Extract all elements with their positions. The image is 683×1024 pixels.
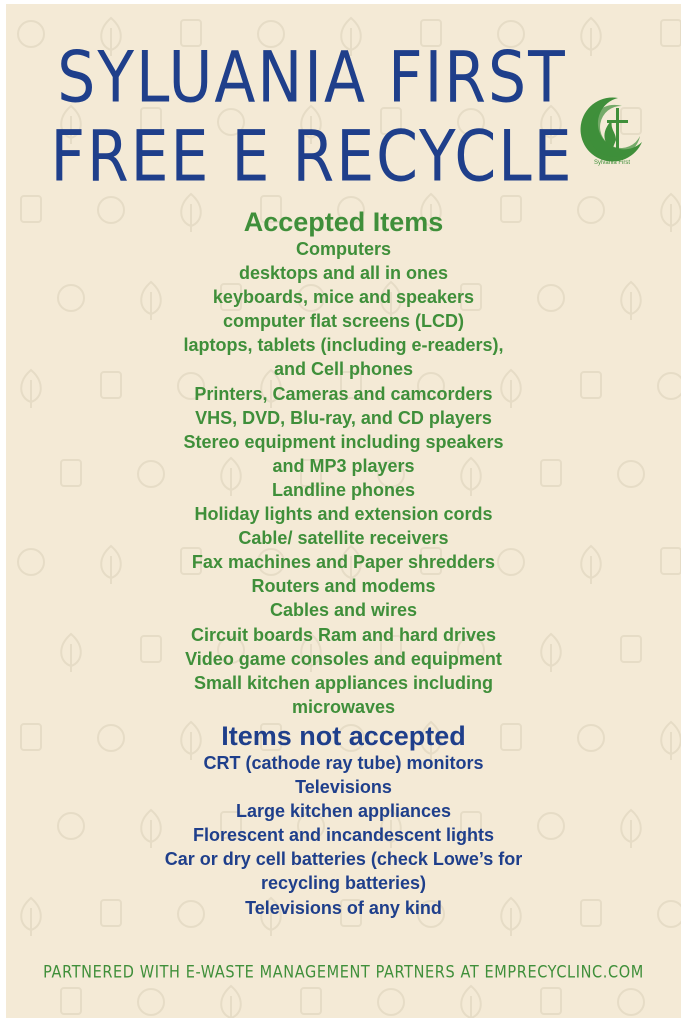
list-item: Video game consoles and equipment [185,648,502,669]
list-item: Cable/ satellite receivers [238,528,449,549]
pattern-icon [461,986,481,1018]
accepted-section [6,207,681,719]
logo-caption: Sylvania First [593,160,630,166]
title-line-2: FREE E RECYCLE [50,115,574,199]
list-item: Large kitchen appliances [235,801,452,822]
pattern-icon [138,989,164,1015]
list-item: Cables and wires [269,600,418,621]
accepted-heading: Accepted Items [243,207,444,237]
pattern-icon [61,988,81,1014]
list-item: desktops and all in ones [238,263,449,284]
list-item: and MP3 players [272,455,415,476]
pattern-icon [618,989,644,1015]
list-item: Routers and modems [251,576,436,597]
not-accepted-heading: Items not accepted [221,721,466,751]
pattern-icon [301,988,321,1014]
list-item: Florescent and incandescent lights [192,825,495,846]
footer-partner-text: PARTNERED WITH E-WASTE MANAGEMENT PARTNERS AT EMPRECYCLINC.COM [43,963,644,983]
list-item: Holiday lights and extension cords [194,504,493,525]
list-item: Televisions of any kind [245,897,442,918]
list-item: Landline phones [271,479,415,500]
title-line-1: SYLUANIA FIRST [57,36,567,120]
not-accepted-list [6,751,681,920]
list-item: laptops, tablets (including e-readers), [183,335,504,356]
pattern-icon [541,988,561,1014]
list-item: Car or dry cell batteries (check Lowe’s for [164,849,523,870]
pattern-icon [378,989,404,1015]
list-item: Televisions [295,777,392,798]
accepted-list [6,237,681,719]
list-item: Printers, Cameras and camcorders [194,383,493,404]
pattern-icon [661,20,681,46]
list-item: and Cell phones [273,359,414,380]
list-item: Fax machines and Paper shredders [191,552,496,573]
list-item: Stereo equipment including speakers [183,431,504,452]
list-item: computer flat screens (LCD) [222,311,465,332]
list-item: CRT (cathode ray tube) monitors [203,753,484,773]
list-item: VHS, DVD, Blu-ray, and CD players [195,407,492,428]
list-item: Small kitchen appliances including [193,672,494,693]
list-item: microwaves [291,696,396,717]
list-item: Circuit boards Ram and hard drives [190,624,497,645]
list-item: recycling batteries) [260,873,427,894]
pattern-icon [221,986,241,1018]
list-item: keyboards, mice and speakers [212,287,475,308]
poster [6,4,681,1018]
list-item: Computers [295,239,391,259]
not-accepted-section [6,721,681,920]
